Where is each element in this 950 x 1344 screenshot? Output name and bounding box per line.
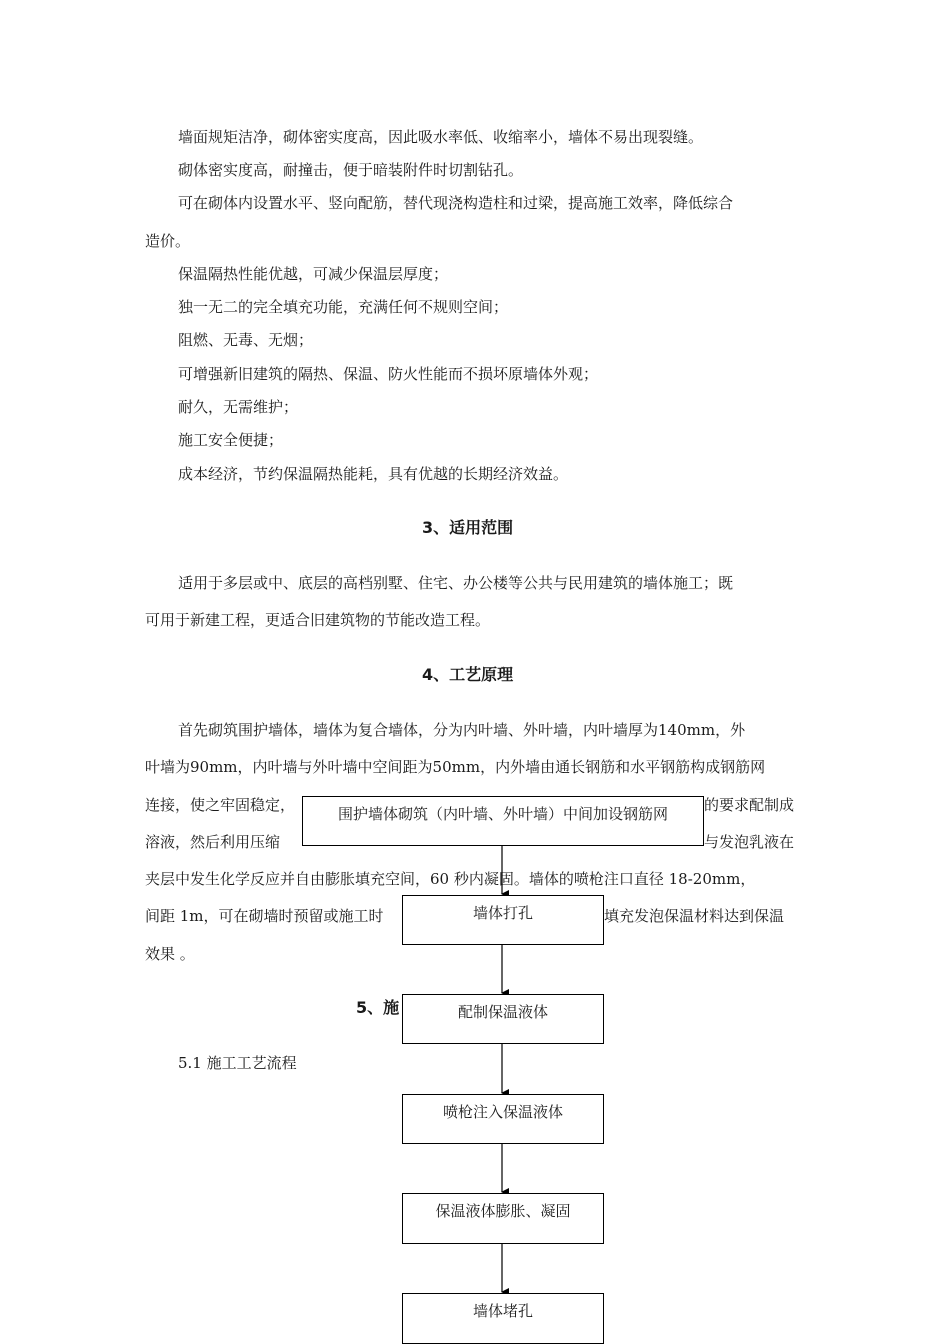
paragraph: 溶液，然后利用压缩 [145,833,281,851]
paragraph: 填充发泡保温材料达到保温 [604,907,785,925]
section-heading: 3、适用范围 [422,518,514,537]
paragraph: 可增强新旧建筑的隔热、保温、防火性能而不损坏原墙体外观； [178,365,599,383]
paragraph: 可用于新建工程，更适合旧建筑物的节能改造工程。 [145,611,491,629]
subsection-heading: 5.1 施工工艺流程 [178,1054,297,1072]
paragraph: 独一无二的完全填充功能，充满任何不规则空间； [178,298,509,316]
paragraph: 可在砌体内设置水平、竖向配筋，替代现浇构造柱和过梁，提高施工效率，降低综合 [178,194,734,212]
paragraph: 间距 1m，可在砌墙时预留或施工时 [145,907,384,925]
paragraph: 叶墙为90mm，内叶墙与外叶墙中空间距为50mm，内外墙由通长钢筋和水平钢筋构成钢筋网 [145,758,766,776]
paragraph: 成本经济，节约保温隔热能耗，具有优越的长期经济效益。 [178,465,569,483]
paragraph: 施工安全便捷； [178,431,284,449]
paragraph: 适用于多层或中、底层的高档别墅、住宅、办公楼等公共与民用建筑的墙体施工；既 [178,574,734,592]
paragraph: 保温隔热性能优越，可减少保温层厚度； [178,265,449,283]
flow-step-box: 保温液体膨胀、凝固 [402,1193,604,1244]
paragraph: 墙面规矩洁净，砌体密实度高，因此吸水率低、收缩率小，墙体不易出现裂缝。 [178,128,704,146]
paragraph: 夹层中发生化学反应并自由膨胀填充空间，60 秒内凝固。墙体的喷枪注口直径 18-20mm， [145,870,756,888]
flow-step-box: 配制保温液体 [402,994,604,1044]
section-heading: 4、工艺原理 [422,665,514,684]
paragraph: 造价。 [145,232,191,250]
paragraph: 与发泡乳液在 [704,833,795,851]
paragraph: 的要求配制成 [704,796,795,814]
section-heading: 5、施 [356,998,400,1017]
paragraph: 首先砌筑围护墙体，墙体为复合墙体，分为内叶墙、外叶墙，内叶墙厚为140mm，外 [178,721,746,739]
paragraph: 阻燃、无毒、无烟； [178,331,314,349]
paragraph: 耐久，无需维护； [178,398,299,416]
flow-step-box: 墙体堵孔 [402,1293,604,1344]
paragraph: 连接，使之牢固稳定， [145,796,296,814]
flow-step-box: 围护墙体砌筑（内叶墙、外叶墙）中间加设钢筋网 [302,796,704,846]
paragraph: 砌体密实度高，耐撞击，便于暗装附件时切割钻孔。 [178,161,524,179]
paragraph: 效果 。 [145,945,195,963]
flow-step-box: 喷枪注入保温液体 [402,1094,604,1144]
flow-step-box: 墙体打孔 [402,895,604,945]
